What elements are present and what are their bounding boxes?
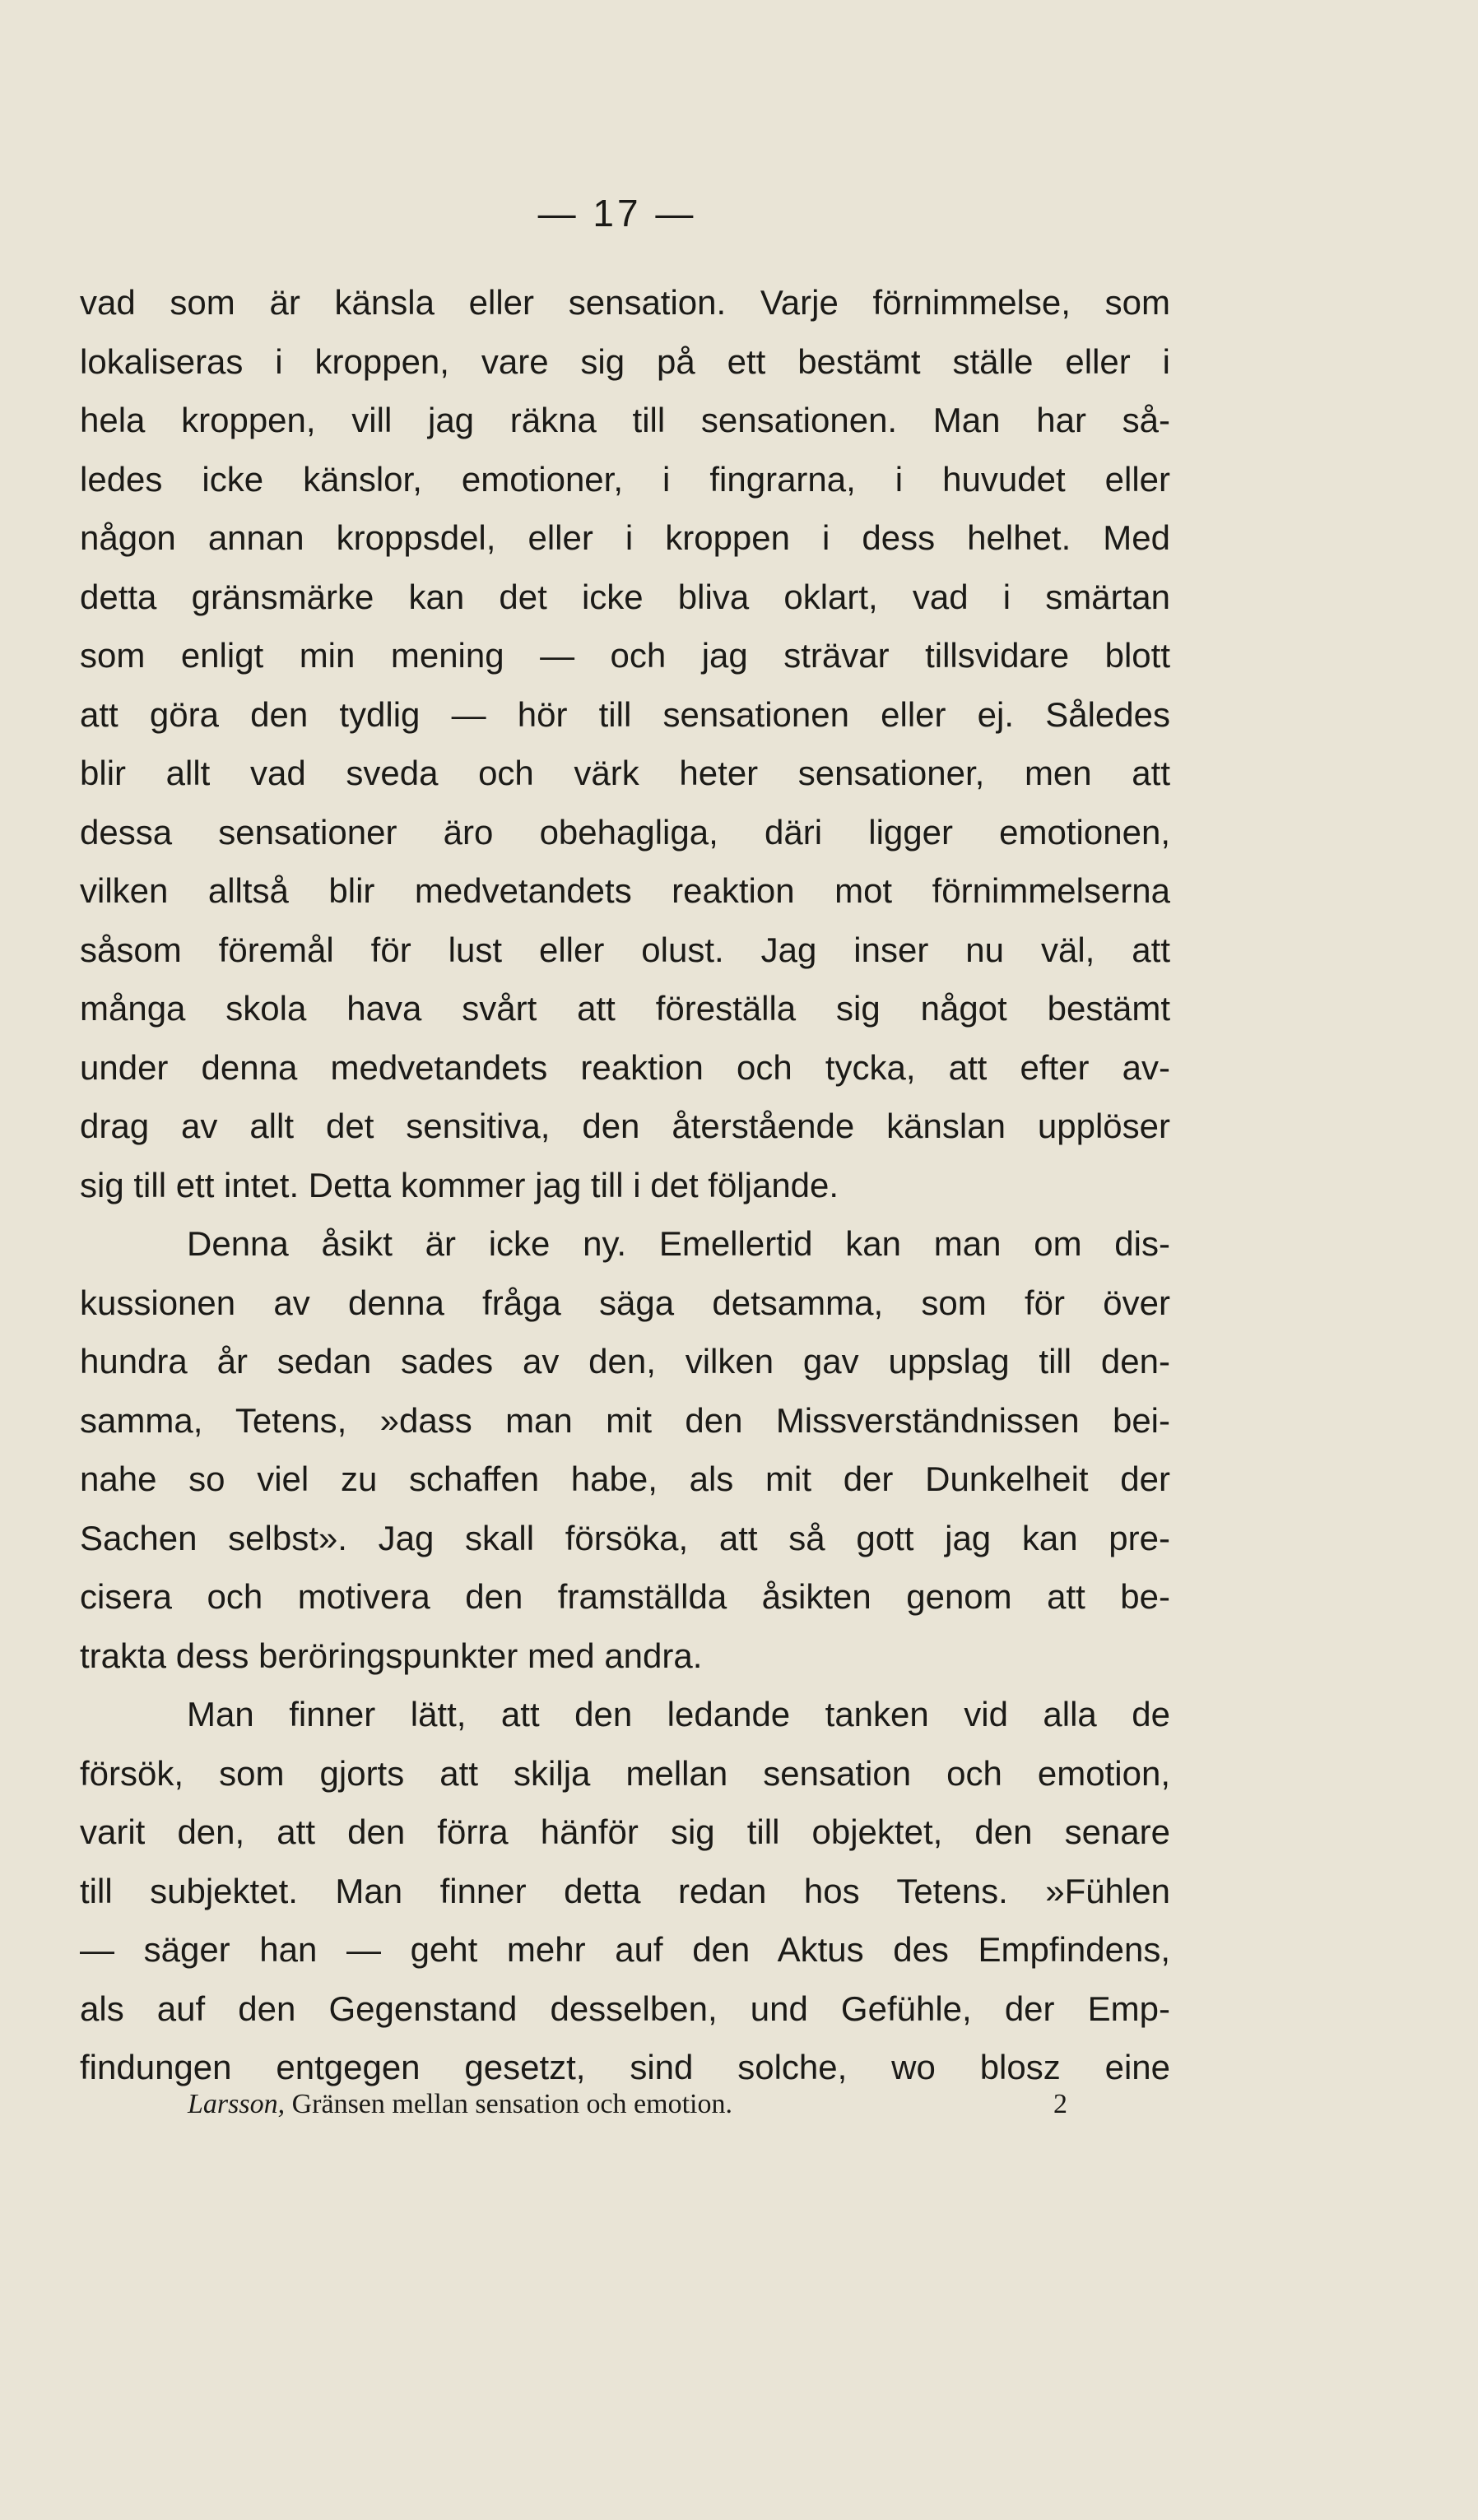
body-text (80, 273, 1170, 2097)
text-line: som enligt min mening — och jag strävar tillsvidare blott (80, 636, 1170, 675)
text-line: någon annan kroppsdel, eller i kroppen i dess helhet. Med (80, 518, 1170, 557)
text-line: hundra år sedan sades av den, vilken gav uppslag till den- (80, 1342, 1170, 1381)
text-line: många skola hava svårt att föreställa sig något bestämt (80, 989, 1170, 1028)
text-line: Denna åsikt är icke ny. Emellertid kan man om dis- (187, 1224, 1170, 1263)
text-line: Sachen selbst». Jag skall försöka, att så gott jag kan pre- (80, 1518, 1170, 1557)
page-number: — 17 — (537, 192, 697, 234)
text-line: vilken alltså blir medvetandets reaktion mot förnimmelserna (80, 871, 1170, 910)
text-line: ledes icke känslor, emotioner, i fingrarna, i huvudet eller (80, 459, 1170, 499)
text-line: försök, som gjorts att skilja mellan sensation och emotion, (80, 1753, 1170, 1793)
text-line: Man finner lätt, att den ledande tanken vid alla de (187, 1695, 1170, 1733)
text-line: findungen entgegen gesetzt, sind solche, wo blosz eine (80, 2048, 1170, 2086)
text-line: hela kroppen, vill jag räkna till sensationen. Man har så- (80, 401, 1170, 439)
text-line: detta gränsmärke kan det icke bliva oklart, vad i smärtan (80, 577, 1170, 616)
text-line: att göra den tydlig — hör till sensationen eller ej. Således (80, 694, 1170, 734)
text-line: nahe so viel zu schaffen habe, als mit der Dunkelheit der (80, 1460, 1170, 1498)
text-line: samma, Tetens, »dass man mit den Missverständnissen bei- (80, 1400, 1170, 1440)
text-line: lokaliseras i kroppen, vare sig på ett bestämt ställe eller i (80, 341, 1170, 381)
text-line: dessa sensationer äro obehagliga, däri ligger emotionen, (80, 812, 1170, 852)
text-line: under denna medvetandets reaktion och tycka, att efter av- (80, 1047, 1170, 1087)
text-line: varit den, att den förra hänför sig till objektet, den senare (80, 1812, 1170, 1851)
footer-author: Larsson, (188, 2089, 286, 2119)
text-line: — säger han — geht mehr auf den Aktus des Empfindens, (80, 1930, 1170, 1969)
text-line: kussionen av denna fråga säga detsamma, som för över (80, 1283, 1170, 1322)
text-line: als auf den Gegenstand desselben, und Gefühle, der Emp- (80, 1989, 1170, 2028)
text-line: såsom föremål för lust eller olust. Jag inser nu väl, att (80, 930, 1170, 969)
page-footer (188, 2088, 1093, 2121)
text-line: trakta dess beröringspunkter med andra. (80, 1636, 703, 1675)
text-line: till subjektet. Man finner detta redan hos Tetens. »Fühlen (80, 1871, 1170, 1910)
text-line: vad som är känsla eller sensation. Varje förnimmelse, som (80, 283, 1170, 322)
text-line: blir allt vad sveda och värk heter sensationer, men att (80, 754, 1170, 792)
signature-mark: 2 (1053, 2089, 1067, 2119)
text-line: cisera och motivera den framställda åsikten genom att be- (80, 1577, 1170, 1616)
text-line: drag av allt det sensitiva, den återstående känslan upplöser (80, 1107, 1170, 1145)
footer-title: Gränsen mellan sensation och emotion. (291, 2089, 732, 2119)
text-line: sig till ett intet. Detta kommer jag till i det följande. (80, 1165, 839, 1204)
